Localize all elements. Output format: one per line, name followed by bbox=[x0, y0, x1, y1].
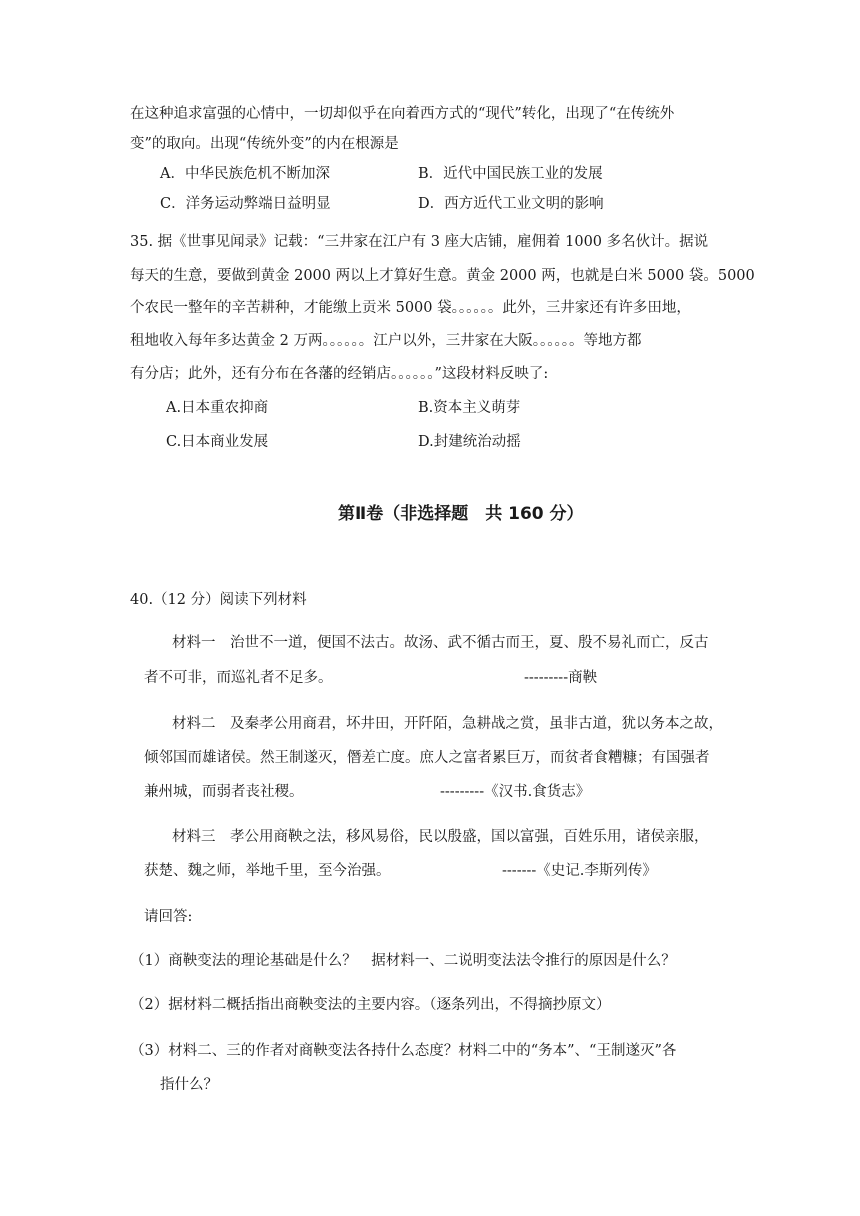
q40-material-2-line-3: 兼州城，而弱者丧社稷。 bbox=[144, 784, 304, 800]
q35-stem-line-4: 租地收入每年多达黄金 2 万两。。。。。。江户以外，三井家在大阪。。。。。。等地方都 bbox=[130, 333, 642, 349]
section-title: 第Ⅱ卷（非选择题 共 160 分） bbox=[338, 504, 584, 524]
q35-option-b: B.资本主义萌芽 bbox=[418, 400, 521, 416]
q40-material-1-line-1: 材料一 治世不一道，便国不法古。故汤、武不循古而王，夏、殷不易礼而亡，反古 bbox=[172, 635, 709, 651]
q34-stem-line-2: 变”的取向。出现“传统外变”的内在根源是 bbox=[130, 136, 399, 152]
q40-material-1-source: ---------商鞅 bbox=[524, 670, 598, 686]
q40-material-2-source: ---------《汉书.食货志》 bbox=[440, 784, 591, 800]
q35-option-d: D.封建统治动摇 bbox=[418, 434, 521, 450]
q40-material-3-line-2: 获楚、魏之师，举地千里，至今治强。 bbox=[144, 863, 391, 879]
q35-stem-line-5: 有分店；此外，还有分布在各藩的经销店。。。。。。”这段材料反映了: bbox=[130, 366, 549, 382]
q34-option-d: D．西方近代工业文明的影响 bbox=[418, 196, 604, 212]
q35-stem-line-1: 35. 据《世事见闻录》记载：“三井家在江户有 3 座大店铺，雇佣着 1000 多名伙计。据说 bbox=[130, 234, 709, 250]
q40-material-1-line-2: 者不可非，而巡礼者不足多。 bbox=[144, 670, 333, 686]
q34-option-c: C．洋务运动弊端日益明显 bbox=[160, 196, 331, 212]
q34-option-a: A．中华民族危机不断加深 bbox=[160, 166, 330, 182]
q35-option-c: C.日本商业发展 bbox=[166, 434, 269, 450]
q40-prompt: 请回答: bbox=[144, 909, 193, 925]
q40-material-3-line-1: 材料三 孝公用商鞅之法，移风易俗，民以殷盛，国以富强，百姓乐用，诸侯亲服， bbox=[172, 829, 709, 845]
q40-material-2-line-2: 倾邻国而雄诸侯。然王制遂灭，僭差亡度。庶人之富者累巨万，而贫者食糟糠；有国强者 bbox=[144, 750, 710, 766]
q40-subquestion-1: （1）商鞅变法的理论基础是什么？ 据材料一、二说明变法法令推行的原因是什么？ bbox=[130, 953, 676, 969]
q35-stem-line-2: 每天的生意，要做到黄金 2000 两以上才算好生意。黄金 2000 两，也就是白米 5000 袋。5000 bbox=[130, 268, 755, 284]
q35-option-a: A.日本重农抑商 bbox=[166, 400, 269, 416]
q34-stem-line-1: 在这种追求富强的心情中，一切却似乎在向着西方式的“现代”转化，出现了“在传统外 bbox=[130, 106, 675, 122]
q40-subquestion-3-line-2: 指什么？ bbox=[160, 1077, 218, 1093]
q35-stem-line-3: 个农民一整年的辛苦耕种，才能缴上贡米 5000 袋。。。。。。此外，三井家还有许多田地， bbox=[130, 300, 691, 316]
q40-material-3-source: -------《史记.李斯列传》 bbox=[502, 863, 657, 879]
q40-material-2-line-1: 材料二 及秦孝公用商君，坏井田，开阡陌，急耕战之赏，虽非古道，犹以务本之故， bbox=[172, 716, 723, 732]
q40-header: 40.（12 分）阅读下列材料 bbox=[130, 592, 307, 608]
q40-subquestion-2: （2）据材料二概括指出商鞅变法的主要内容。（逐条列出，不得摘抄原文） bbox=[130, 997, 611, 1013]
q34-option-b: B．近代中国民族工业的发展 bbox=[418, 166, 603, 182]
q40-subquestion-3-line-1: （3）材料二、三的作者对商鞅变法各持什么态度？材料二中的“务本”、“王制遂灭”各 bbox=[130, 1043, 677, 1059]
